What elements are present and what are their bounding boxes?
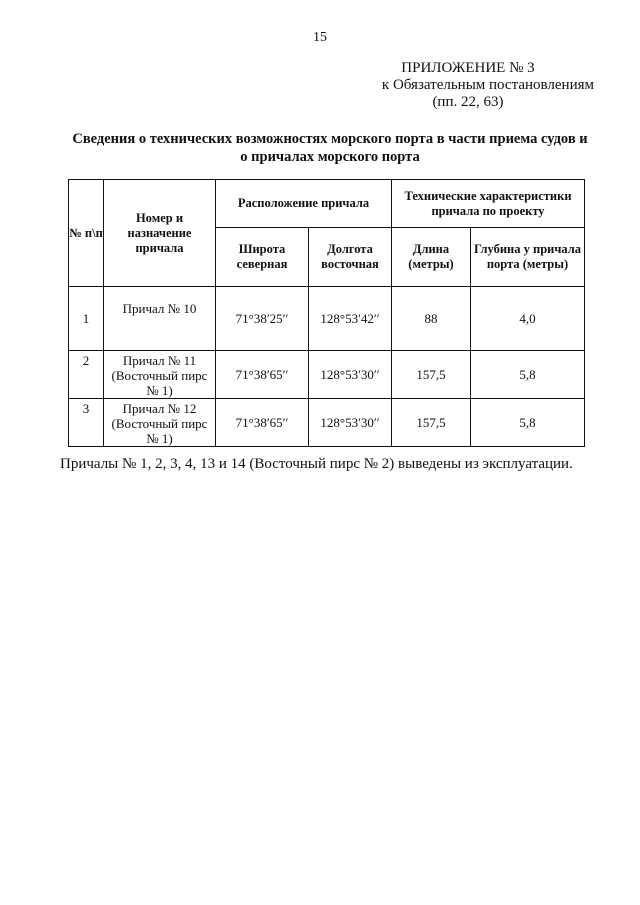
row-depth: 5,8 (471, 399, 585, 447)
row-length: 157,5 (392, 351, 471, 399)
row-depth: 5,8 (471, 351, 585, 399)
row-longitude: 128°53′30′′ (309, 399, 392, 447)
header-name: Номер и назначение причала (104, 180, 216, 287)
footnote: Причалы № 1, 2, 3, 4, 13 и 14 (Восточный пирс № 2) выведены из эксплуатации. (60, 456, 573, 472)
row-latitude: 71°38′65′′ (216, 399, 309, 447)
appendix-subtitle: к Обязательным постановлениям (381, 77, 594, 93)
row-depth: 4,0 (471, 287, 585, 351)
header-latitude: Широта северная (216, 228, 309, 287)
row-longitude: 128°53′30′′ (309, 351, 392, 399)
row-latitude: 71°38′65′′ (216, 351, 309, 399)
row-length: 157,5 (392, 399, 471, 447)
appendix-header (381, 60, 594, 111)
title-line-2: о причалах морского порта (240, 149, 420, 165)
header-specs: Технические характеристики причала по проекту (392, 180, 585, 228)
header-depth: Глубина у причала порта (метры) (471, 228, 585, 287)
table-row (69, 287, 585, 351)
row-num: 2 (69, 351, 104, 399)
row-num: 1 (69, 287, 104, 351)
row-name: Причал № 12 (Восточный пирс № 1) (104, 399, 216, 447)
appendix-title: ПРИЛОЖЕНИЕ № 3 (401, 60, 535, 76)
header-num: № п\п (69, 180, 104, 287)
table-row (69, 351, 585, 399)
appendix-ref: (пп. 22, 63) (432, 94, 504, 110)
row-num: 3 (69, 399, 104, 447)
row-name: Причал № 10 (104, 287, 216, 351)
berths-table (68, 179, 585, 447)
header-location: Расположение причала (216, 180, 392, 228)
header-longitude: Долгота восточная (309, 228, 392, 287)
row-name: Причал № 11 (Восточный пирс № 1) (104, 351, 216, 399)
table-row (69, 399, 585, 447)
row-length: 88 (392, 287, 471, 351)
document-title (55, 130, 605, 166)
header-length: Длина (метры) (392, 228, 471, 287)
title-line-1: Сведения о технических возможностях морского порта в части приема судов и (72, 131, 588, 147)
row-longitude: 128°53′42′′ (309, 287, 392, 351)
row-latitude: 71°38′25′′ (216, 287, 309, 351)
page-number: 15 (313, 30, 327, 45)
